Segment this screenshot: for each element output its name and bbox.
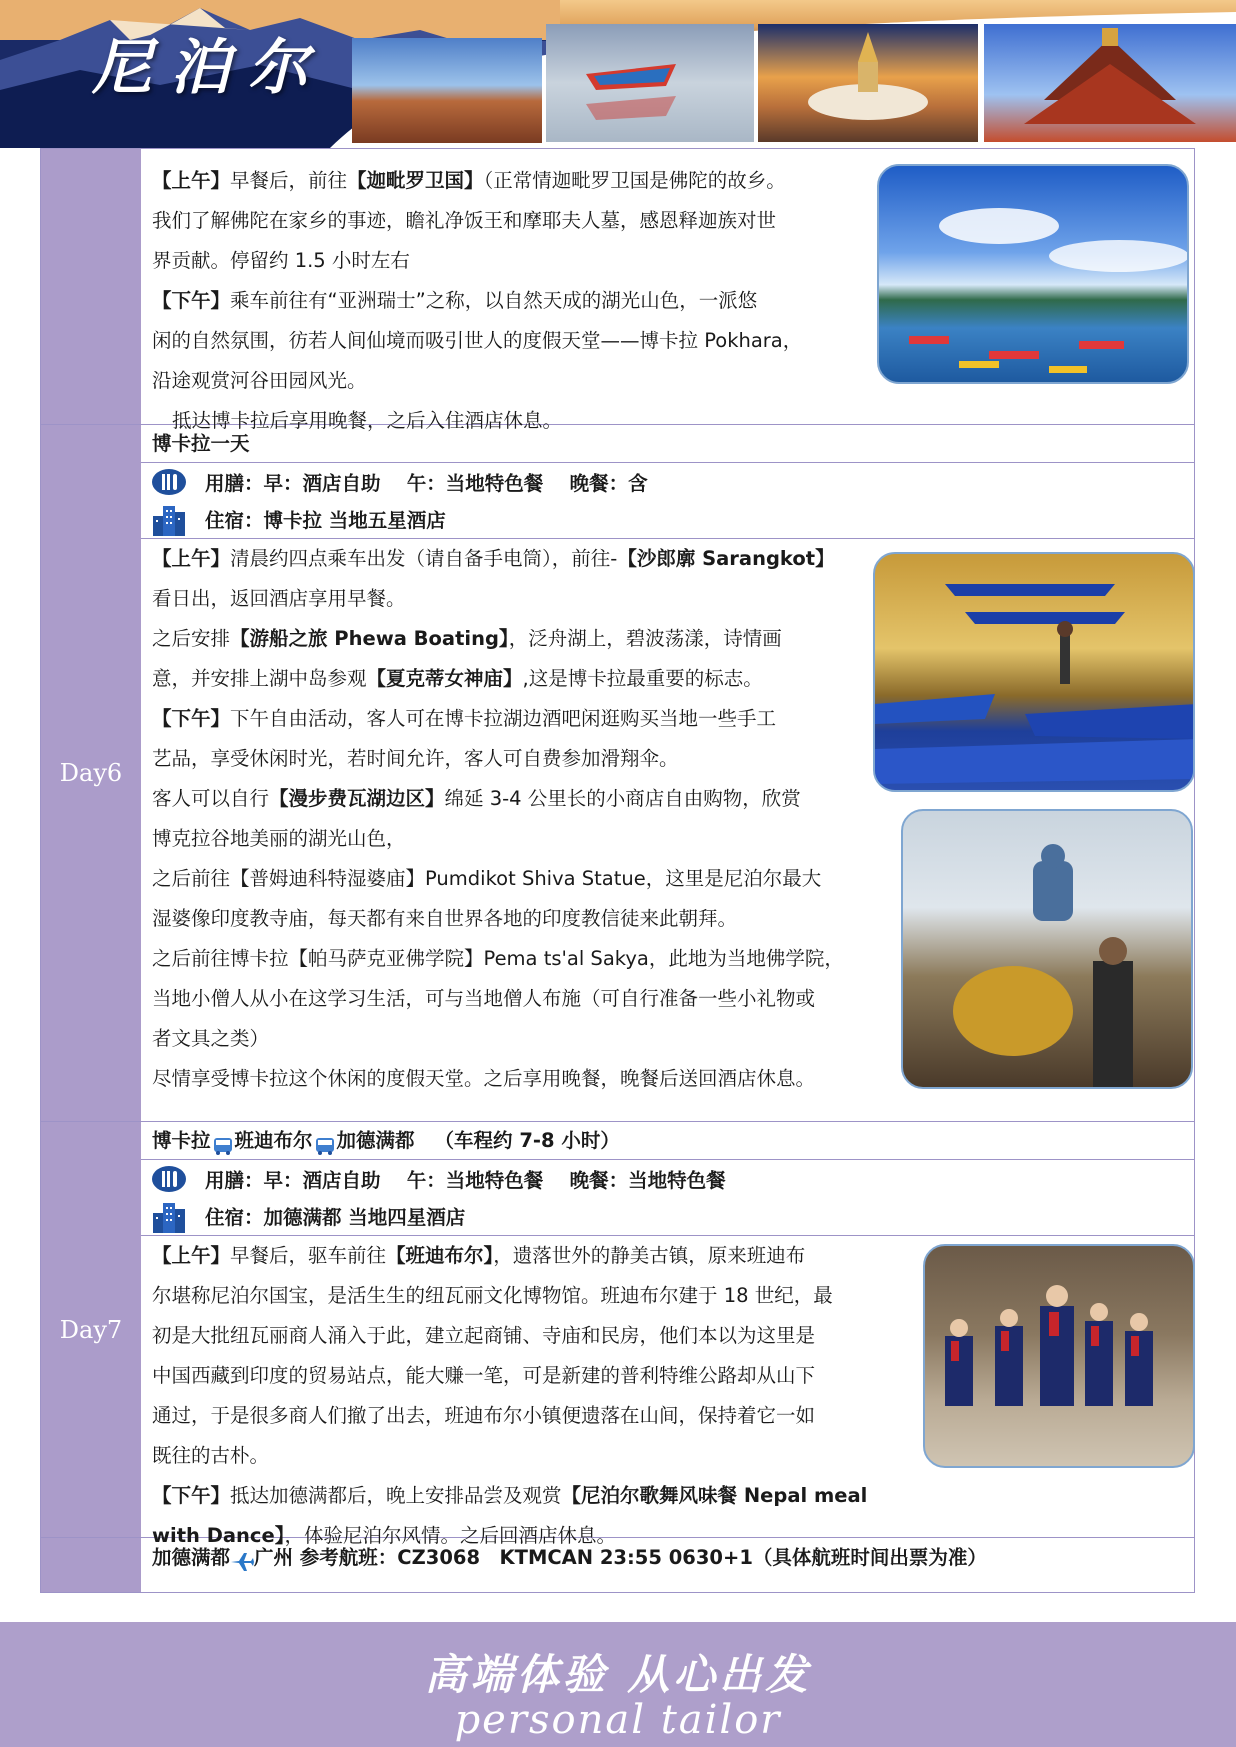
text-line: 界贡献。停留约 1.5 小时左右 [152, 249, 410, 272]
text-line: 当地小僧人从小在这学习生活，可与当地僧人布施（可自行准备一些小礼物或 [152, 987, 816, 1010]
text-line: 【下午】下午自由活动，客人可在博卡拉湖边酒吧闲逛购买当地一些手工 [152, 707, 777, 730]
day6-hotel: 住宿：博卡拉 当地五星酒店 [141, 500, 1194, 537]
day7-hotel: 住宿：加德满都 当地四星酒店 [141, 1197, 1194, 1234]
meal-icon [151, 467, 187, 497]
text-line: 博克拉谷地美丽的湖光山色， [152, 827, 406, 850]
day7-route: 博卡拉 班迪布尔 加德满都 （车程约 7-8 小时） [141, 1122, 1194, 1159]
text-line: 【上午】清晨约四点乘车出发（请自备手电筒），前往-【沙郎廓 Sarangkot】 [152, 547, 835, 570]
day6-label: Day6 [41, 425, 141, 1122]
flight-row [141, 1538, 1194, 1592]
text-line: 【上午】早餐后，前往【迦毗罗卫国】（正常情迦毗罗卫国是佛陀的故乡。 [152, 169, 786, 192]
text-line: 沿途观赏河谷田园风光。 [152, 369, 367, 392]
page-title: 尼泊尔 [92, 33, 326, 103]
day-column-flight [41, 1538, 141, 1592]
bus-icon [314, 1131, 336, 1151]
text-line: 意，并安排上湖中岛参观【夏克蒂女神庙】,这是博卡拉最重要的标志。 [152, 667, 763, 690]
hotel-building-icon [151, 504, 187, 534]
text-line: with Dance】，体验尼泊尔风情。之后回酒店休息。 [152, 1524, 616, 1547]
boat-photo [546, 24, 754, 142]
header-banner [0, 0, 1236, 148]
day6-service-row [141, 463, 1194, 539]
text-line: 客人可以自行【漫步费瓦湖边区】绵延 3-4 公里长的小商店自由购物，欣赏 [152, 787, 801, 810]
text-line: 之后前往【普姆迪科特湿婆庙】Pumdikot Shiva Statue，这里是尼泊尔最大 [152, 867, 822, 890]
day7-route-row [141, 1122, 1194, 1160]
shiva-statue-photo [901, 809, 1193, 1089]
day7-service-row [141, 1160, 1194, 1236]
day7-content [141, 1236, 1194, 1547]
stupa-photo [758, 24, 978, 142]
text-line: 通过，于是很多商人们撤了出去，班迪布尔小镇便遗落在山间，保持着它一如 [152, 1404, 816, 1427]
itinerary-table [40, 148, 1195, 1593]
boats-photo [873, 552, 1195, 792]
text-line: 既往的古朴。 [152, 1444, 270, 1467]
bus-icon [212, 1131, 234, 1151]
prev-day-content [141, 149, 1194, 432]
text-line: 【下午】乘车前往有“亚洲瑞士”之称，以自然天成的湖光山色，一派悠 [152, 289, 758, 312]
plane-icon [230, 1547, 254, 1567]
footer-slogan: 高端体验 从心出发 [424, 1650, 812, 1699]
text-line: 之后前往博卡拉【帕马萨克亚佛学院】Pema ts'al Sakya，此地为当地佛学院， [152, 947, 844, 970]
text-line: 湿婆像印度教寺庙，每天都有来自世界各地的印度教信徒来此朝拜。 [152, 907, 738, 930]
day-column-prev [41, 149, 141, 425]
day6-meal: 用膳：早：酒店自助 午：当地特色餐 晚餐：含 [141, 463, 1194, 500]
hotel-building-icon [151, 1201, 187, 1231]
meal-icon [151, 1164, 187, 1194]
text-line: 闲的自然氛围，彷若人间仙境而吸引世人的度假天堂——博卡拉 Pokhara， [152, 329, 803, 352]
text-line: 看日出，返回酒店享用早餐。 [152, 587, 406, 610]
text-line: 我们了解佛陀在家乡的事迹，瞻礼净饭王和摩耶夫人墓，感恩释迦族对世 [152, 209, 777, 232]
day6-title: 博卡拉一天 [152, 432, 250, 455]
day7-meal: 用膳：早：酒店自助 午：当地特色餐 晚餐：当地特色餐 [141, 1160, 1194, 1197]
pagoda-photo [984, 24, 1236, 142]
text-line: 尔堪称尼泊尔国宝，是活生生的纽瓦丽文化博物馆。班迪布尔建于 18 世纪，最 [152, 1284, 833, 1307]
text-line: 【上午】早餐后，驱车前往【班迪布尔】，遗落世外的静美古镇，原来班迪布 [152, 1244, 806, 1267]
students-photo [923, 1244, 1195, 1468]
day6-title-row [141, 425, 1194, 463]
footer-banner [0, 1622, 1236, 1747]
text-line: 初是大批纽瓦丽商人涌入于此，建立起商铺、寺庙和民房，他们本以为这里是 [152, 1324, 816, 1347]
text-line: 尽情享受博卡拉这个休闲的度假天堂。之后享用晚餐，晚餐后送回酒店休息。 [152, 1067, 816, 1090]
footer-tagline: personal tailor [454, 1697, 782, 1743]
day7-label: Day7 [41, 1122, 141, 1538]
flight-info: 加德满都 广州 参考航班：CZ3068 KTMCAN 23:55 0630+1（具体航班时间出票为准） [141, 1538, 1194, 1576]
text-line: 【下午】抵达加德满都后，晚上安排品尝及观赏【尼泊尔歌舞风味餐 Nepal meal [152, 1484, 868, 1507]
pokhara-lake-photo [877, 164, 1189, 384]
text-line: 艺品，享受休闲时光，若时间允许，客人可自费参加滑翔伞。 [152, 747, 679, 770]
day6-content [141, 539, 1194, 1122]
text-line: 抵达博卡拉后享用晚餐，之后入住酒店休息。 [172, 409, 563, 432]
text-line: 者文具之类） [152, 1027, 270, 1050]
text-line: 中国西藏到印度的贸易站点，能大赚一笔，可是新建的普利特维公路却从山下 [152, 1364, 816, 1387]
text-line: 之后安排【游船之旅 Phewa Boating】，泛舟湖上，碧波荡漾，诗情画 [152, 627, 782, 650]
temple-photo [352, 38, 542, 143]
